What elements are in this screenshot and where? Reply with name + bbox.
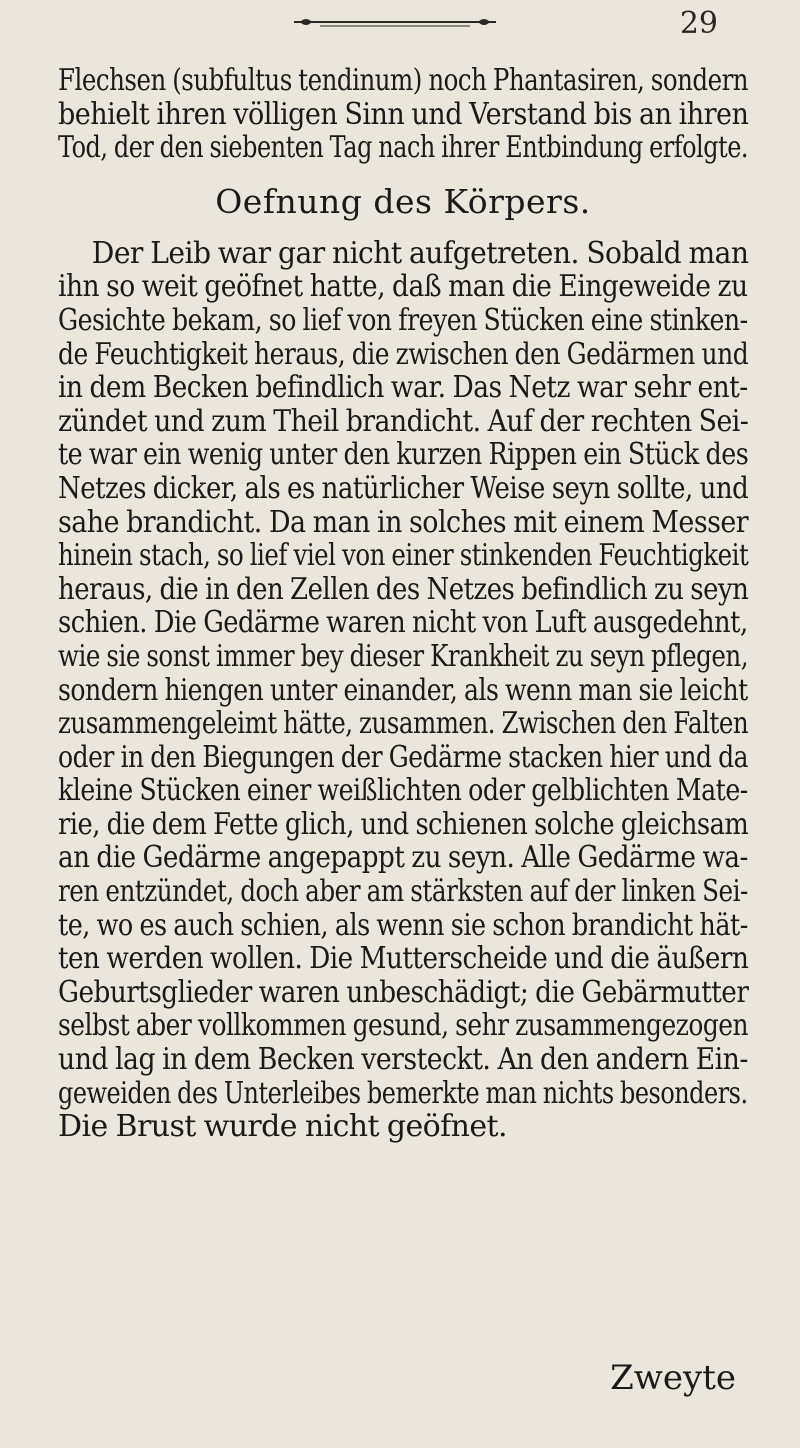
text-line: selbst aber vollkommen gesund, sehr zusammengezogen	[58, 1008, 749, 1044]
text-line: an die Gedärme angepappt zu seyn. Alle Gedärme wa-	[58, 840, 748, 876]
text-line: sondern hiengen unter einander, als wenn man sie leicht	[58, 672, 748, 708]
text-line: te, wo es auch schien, als wenn sie schon brandicht hät-	[58, 907, 748, 943]
text-line: Netzes dicker, als es natürlicher Weise seyn sollte, und	[58, 470, 749, 506]
text-line: und lag in dem Becken versteckt. An den andern Ein-	[58, 1042, 748, 1078]
text-line: Der Leib war gar nicht aufgetreten. Sobald man	[91, 235, 749, 271]
text-line: de Feuchtigkeit heraus, die zwischen den Gedärmen und	[58, 336, 749, 372]
text-line: ren entzündet, doch aber am stärksten auf der linken Sei-	[58, 874, 748, 910]
text-body	[58, 64, 748, 1144]
text-line: kleine Stücken einer weißlichten oder gelblichten Mate-	[58, 773, 748, 809]
text-line: rie, die dem Fette glich, und schienen solche gleichsam	[58, 806, 749, 842]
printer-ornament-icon	[290, 14, 500, 34]
text-line: heraus, die in den Zellen des Netzes befindlich zu seyn	[58, 571, 749, 607]
text-line: schien. Die Gedärme waren nicht von Luft ausgedehnt,	[58, 605, 748, 641]
text-line: wie sie sonst immer bey dieser Krankheit zu seyn pflegen,	[58, 638, 749, 674]
catchword: Zweyte	[610, 1358, 736, 1398]
text-line: ten werden wollen. Die Mutterscheide und die äußern	[58, 941, 749, 977]
text-line: behielt ihren völligen Sinn und Verstand bis an ihren	[58, 96, 749, 132]
text-line: in dem Becken befindlich war. Das Netz war sehr ent-	[58, 370, 748, 406]
text-line: Geburtsglieder waren unbeschädigt; die Gebärmutter	[58, 974, 749, 1010]
text-line: ihn so weit geöfnet hatte, daß man die Eingeweide zu	[58, 269, 748, 305]
text-line: geweiden des Unterleibes bemerkte man nichts besonders.	[58, 1075, 748, 1111]
text-line: zündet und zum Theil brandicht. Auf der rechten Sei-	[58, 403, 749, 439]
text-line: Gesichte bekam, so lief von freyen Stücken eine stinken-	[58, 302, 748, 338]
text-line: Tod, der den siebenten Tag nach ihrer Entbindung erfolgte.	[58, 130, 749, 166]
text-line: hinein stach, so lief viel von einer stinkenden Feuchtigkeit	[58, 538, 749, 574]
text-line: Die Brust wurde nicht geöfnet.	[58, 1109, 507, 1145]
text-line: sahe brandicht. Da man in solches mit einem Messer	[58, 504, 749, 540]
text-line: te war ein wenig unter den kurzen Rippen ein Stück des	[58, 437, 749, 473]
text-line: oder in den Biegungen der Gedärme stacken hier und da	[58, 739, 749, 775]
text-line: Flechsen (subfultus tendinum) noch Phantasiren, sondern	[58, 63, 749, 98]
section-heading: Oefnung des Körpers.	[215, 181, 591, 221]
page-number: 29	[679, 6, 718, 41]
text-line: zusammengeleimt hätte, zusammen. Zwischen den Falten	[58, 706, 749, 742]
